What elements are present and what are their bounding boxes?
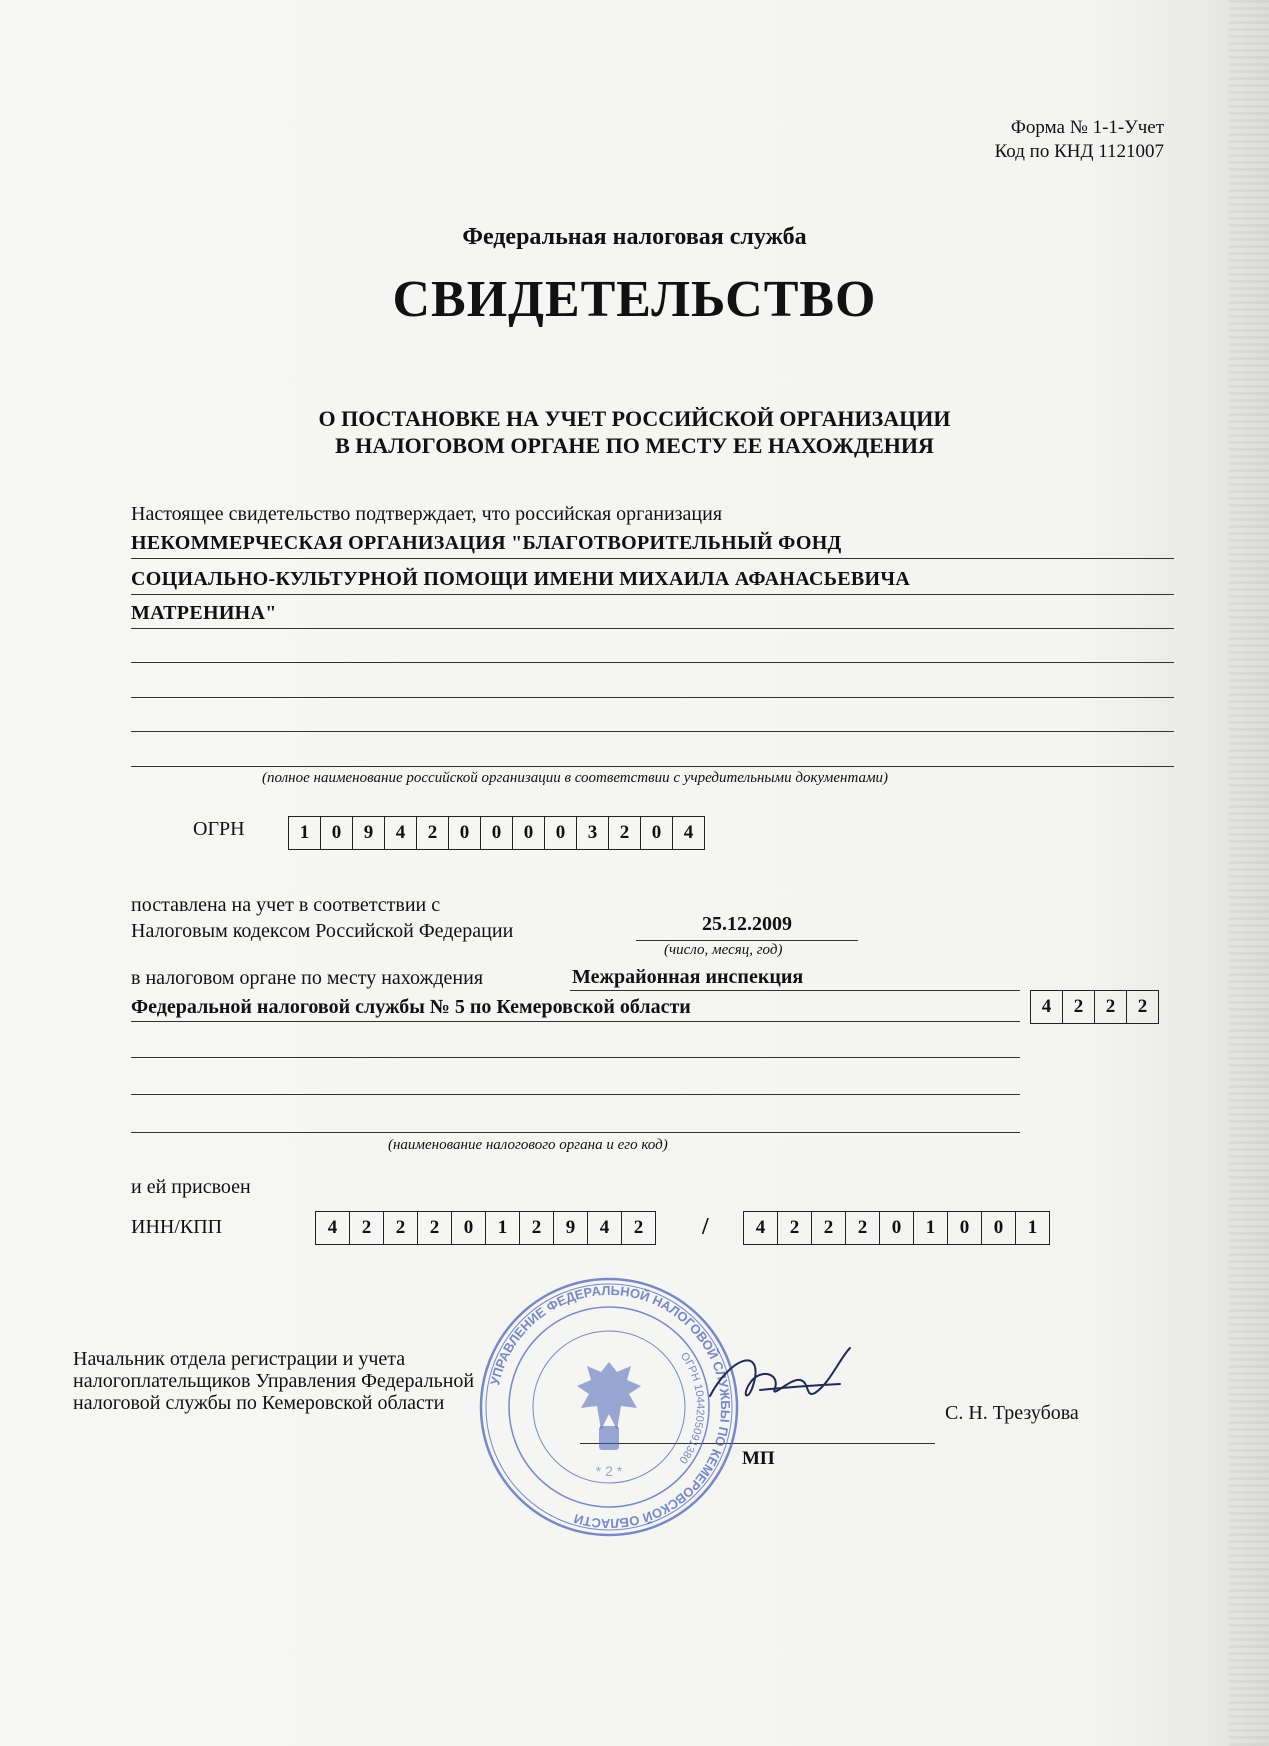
registration-date: 25.12.2009 bbox=[702, 913, 792, 935]
signatory-line-1: Начальник отдела регистрации и учета bbox=[73, 1348, 406, 1370]
scan-edge bbox=[1229, 0, 1269, 1746]
ogrn-digit-boxes bbox=[288, 816, 705, 850]
ogrn.digits-digit: 2 bbox=[609, 816, 641, 850]
tax-office-label: в налоговом органе по месту нахождения bbox=[131, 967, 484, 989]
signatory-name: С. Н. Трезубова bbox=[945, 1402, 1079, 1424]
svg-text:ОГРН 1044205091380: ОГРН 1044205091380 bbox=[676, 1350, 707, 1466]
divider bbox=[131, 1021, 1020, 1022]
tax_office.code_digits-digit: 2 bbox=[1063, 990, 1095, 1024]
divider bbox=[131, 1057, 1020, 1058]
divider bbox=[131, 1094, 1020, 1095]
divider bbox=[570, 990, 1020, 991]
inn_kpp.kpp_digits-digit: 1 bbox=[914, 1211, 948, 1245]
assigned-text: и ей присвоен bbox=[131, 1176, 251, 1198]
signatory-line-3: налоговой службы по Кемеровской области bbox=[73, 1392, 445, 1414]
knd-code: Код по КНД 1121007 bbox=[994, 141, 1164, 162]
org-name-caption: (полное наименование российской организации в соответствии с учредительными документами) bbox=[262, 770, 889, 786]
form-header bbox=[995, 116, 1164, 164]
inn_kpp.inn_digits-digit: 4 bbox=[316, 1211, 350, 1245]
tax-office-name-line-2: Федеральной налоговой службы № 5 по Кемеровской области bbox=[131, 996, 691, 1018]
form-number: Форма № 1-1-Учет bbox=[1010, 117, 1164, 138]
inn_kpp.kpp_digits-digit: 2 bbox=[812, 1211, 846, 1245]
org-name-line-2: СОЦИАЛЬНО-КУЛЬТУРНОЙ ПОМОЩИ ИМЕНИ МИХАИЛА АФАНАСЬЕВИЧА bbox=[131, 568, 911, 590]
signatory-line-2: налогоплательщиков Управления Федеральной bbox=[73, 1370, 475, 1392]
inn-kpp-label: ИНН/КПП bbox=[131, 1216, 223, 1238]
divider bbox=[131, 558, 1174, 559]
inn_kpp.inn_digits-digit: 2 bbox=[418, 1211, 452, 1245]
inn-kpp-separator: / bbox=[702, 1214, 709, 1240]
inn_kpp.inn_digits-digit: 2 bbox=[350, 1211, 384, 1245]
registration-text bbox=[131, 892, 513, 944]
tax_office.code_digits-digit: 2 bbox=[1127, 990, 1159, 1024]
signatory-title bbox=[73, 1348, 474, 1414]
inn_kpp.inn_digits-digit: 0 bbox=[452, 1211, 486, 1245]
ogrn-label: ОГРН bbox=[193, 818, 245, 840]
registration-line-2: Налоговым кодексом Российской Федерации bbox=[131, 920, 514, 942]
divider bbox=[131, 594, 1174, 595]
inn_kpp.kpp_digits-digit: 0 bbox=[982, 1211, 1016, 1245]
svg-text:УПРАВЛЕНИЕ ФЕДЕРАЛЬНОЙ НАЛОГОВ: УПРАВЛЕНИЕ ФЕДЕРАЛЬНОЙ НАЛОГОВОЙ СЛУЖБЫ ПО КЕМЕРОВСКОЙ ОБЛАСТИ bbox=[487, 1282, 734, 1532]
agency-name: Федеральная налоговая служба bbox=[462, 224, 807, 250]
mp-label: МП bbox=[742, 1448, 775, 1469]
handwritten-signature bbox=[700, 1338, 860, 1418]
divider bbox=[636, 940, 858, 941]
inn-digit-boxes bbox=[315, 1211, 656, 1245]
inn_kpp.inn_digits-digit: 2 bbox=[384, 1211, 418, 1245]
inn_kpp.inn_digits-digit: 9 bbox=[554, 1211, 588, 1245]
org-name-line-3: МАТРЕНИНА" bbox=[131, 602, 277, 624]
registration-line-1: поставлена на учет в соответствии с bbox=[131, 894, 441, 916]
ogrn.digits-digit: 4 bbox=[673, 816, 705, 850]
ogrn.digits-digit: 0 bbox=[513, 816, 545, 850]
date-caption: (число, месяц, год) bbox=[664, 942, 783, 958]
divider bbox=[131, 1132, 1020, 1133]
tax-office-name-line-1: Межрайонная инспекция bbox=[572, 966, 804, 988]
inn_kpp.kpp_digits-digit: 0 bbox=[880, 1211, 914, 1245]
tax-office-caption: (наименование налогового органа и его код) bbox=[388, 1137, 668, 1153]
divider bbox=[131, 662, 1174, 663]
svg-text:* 2 *: * 2 * bbox=[595, 1463, 623, 1479]
divider bbox=[131, 731, 1174, 732]
document-title: СВИДЕТЕЛЬСТВО bbox=[392, 271, 877, 328]
ogrn.digits-digit: 0 bbox=[321, 816, 353, 850]
inn_kpp.kpp_digits-digit: 4 bbox=[744, 1211, 778, 1245]
ogrn.digits-digit: 9 bbox=[353, 816, 385, 850]
inn_kpp.inn_digits-digit: 1 bbox=[486, 1211, 520, 1245]
ogrn.digits-digit: 4 bbox=[385, 816, 417, 850]
subtitle-line-2: В НАЛОГОВОМ ОРГАНЕ ПО МЕСТУ ЕЕ НАХОЖДЕНИЯ bbox=[335, 433, 934, 458]
ogrn.digits-digit: 0 bbox=[449, 816, 481, 850]
inn_kpp.inn_digits-digit: 2 bbox=[520, 1211, 554, 1245]
inn_kpp.kpp_digits-digit: 0 bbox=[948, 1211, 982, 1245]
ogrn.digits-digit: 0 bbox=[641, 816, 673, 850]
divider bbox=[131, 628, 1174, 629]
inn_kpp.inn_digits-digit: 4 bbox=[588, 1211, 622, 1245]
tax_office.code_digits-digit: 4 bbox=[1031, 990, 1063, 1024]
inn_kpp.inn_digits-digit: 2 bbox=[622, 1211, 656, 1245]
kpp-digit-boxes bbox=[743, 1211, 1050, 1245]
inn_kpp.kpp_digits-digit: 2 bbox=[778, 1211, 812, 1245]
intro-text: Настоящее свидетельство подтверждает, что российская организация bbox=[131, 503, 723, 525]
org-name-line-1: НЕКОММЕРЧЕСКАЯ ОРГАНИЗАЦИЯ "БЛАГОТВОРИТЕЛЬНЫЙ ФОНД bbox=[131, 532, 842, 554]
ogrn.digits-digit: 2 bbox=[417, 816, 449, 850]
ogrn.digits-digit: 3 bbox=[577, 816, 609, 850]
ogrn.digits-digit: 0 bbox=[545, 816, 577, 850]
divider bbox=[131, 766, 1174, 767]
document-subtitle bbox=[0, 405, 1269, 459]
divider bbox=[131, 697, 1174, 698]
tax-office-code-boxes bbox=[1030, 990, 1159, 1024]
inn_kpp.kpp_digits-digit: 1 bbox=[1016, 1211, 1050, 1245]
ogrn.digits-digit: 0 bbox=[481, 816, 513, 850]
inn_kpp.kpp_digits-digit: 2 bbox=[846, 1211, 880, 1245]
subtitle-line-1: О ПОСТАНОВКЕ НА УЧЕТ РОССИЙСКОЙ ОРГАНИЗАЦИИ bbox=[318, 406, 951, 431]
tax_office.code_digits-digit: 2 bbox=[1095, 990, 1127, 1024]
ogrn.digits-digit: 1 bbox=[289, 816, 321, 850]
